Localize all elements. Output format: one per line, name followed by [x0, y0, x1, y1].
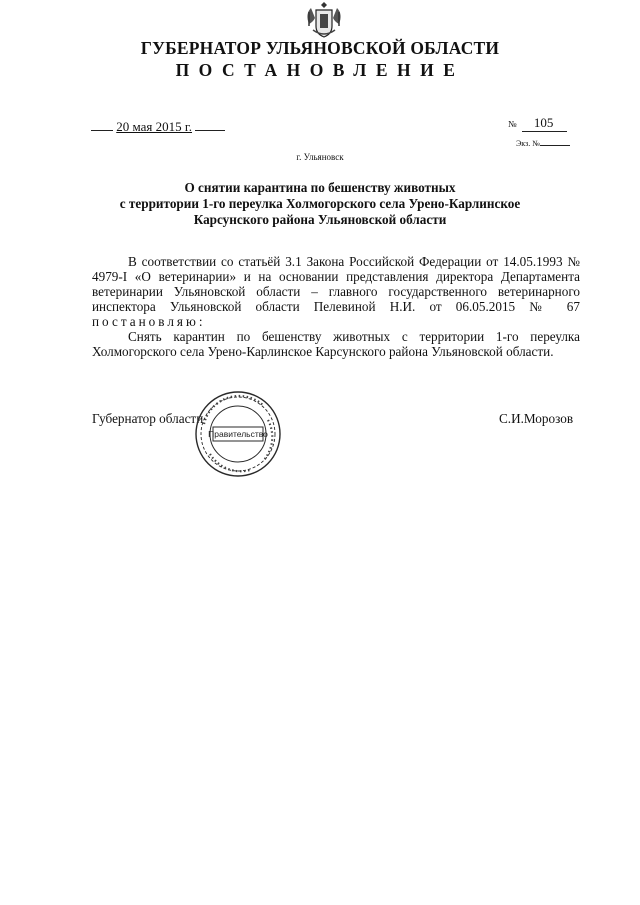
- body-paragraph-1: [92, 254, 580, 329]
- body-paragraph-2: Снять карантин по бешенству животных с территории 1-го переулка Холмогорского села Урено-Карлинское Карсунского района Ульяновской области.: [92, 329, 580, 359]
- number-label: №: [508, 119, 517, 129]
- document-date: 20 мая 2015 г.: [116, 119, 193, 134]
- copy-number-underline: [540, 137, 570, 146]
- document-subject: [60, 180, 580, 228]
- body-paragraph-1-text: В соответствии со статьёй 3.1 Закона Российской Федерации от 14.05.1993 № 4979-I «О ветеринарии» и на основании представления директора Департамента ветеринарии Ульяновской области – главного государственного ветеринарного инспектора Ульяновской области Пелевиной Н.И. от 06.05.2015 № 67: [92, 254, 580, 314]
- copy-number-block: [516, 137, 570, 148]
- document-date-line: [91, 117, 225, 135]
- signatory-position: Губернатор области: [92, 411, 204, 426]
- copy-number-label: Экз. №: [516, 139, 540, 148]
- date-underline-right: [195, 117, 225, 131]
- subject-line: О снятии карантина по бешенству животных: [184, 180, 456, 195]
- decree-keyword: постановляю:: [92, 314, 206, 329]
- document-body: [92, 254, 580, 359]
- subject-line: с территории 1-го переулка Холмогорского села Урено-Карлинское: [119, 196, 521, 211]
- date-underline-left: [91, 117, 113, 131]
- signatory-name: С.И.Морозов: [499, 411, 574, 426]
- coat-of-arms-emblem-icon: [303, 0, 345, 40]
- document-number-block: [508, 115, 567, 132]
- stamp-label: Правительство: [208, 429, 268, 439]
- document-type-title: ПОСТАНОВЛЕНИЕ: [175, 60, 465, 80]
- document-number: 105: [522, 115, 568, 132]
- document-city: г. Ульяновск: [296, 152, 344, 162]
- issuer-title: ГУБЕРНАТОР УЛЬЯНОВСКОЙ ОБЛАСТИ: [140, 38, 500, 58]
- official-stamp-icon: [194, 390, 282, 478]
- subject-line: Карсунского района Ульяновской области: [193, 212, 447, 227]
